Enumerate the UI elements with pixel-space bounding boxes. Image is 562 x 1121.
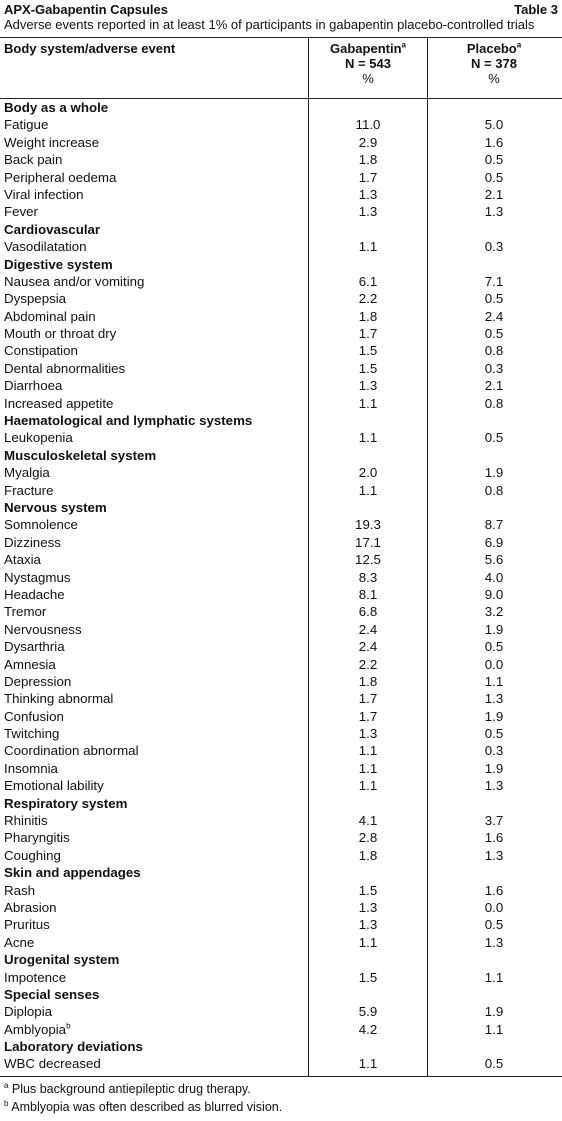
event-name-text: Viral infection [4,186,84,202]
event-name-text: Urogenital system [4,952,120,968]
table-row [0,603,562,620]
gabapentin-n: N = 543 [345,56,391,71]
event-name-text: Ataxia [4,552,41,568]
footnote-b [4,1100,282,1114]
event-name-text: Cardiovascular [4,221,101,237]
gabapentin-label: Gabapentin [330,41,402,56]
gabapentin-value: 1.5 [358,360,378,376]
gabapentin-value: 4.1 [358,813,378,829]
category-label [4,986,99,1003]
column-header-placebo [428,41,560,86]
category-row [0,795,562,812]
event-name [4,273,144,290]
event-name-text: Special senses [4,986,100,1002]
event-name-text: Dental abnormalities [4,360,126,376]
table-row [0,308,562,325]
event-name-text: Haematological and lymphatic systems [4,413,253,429]
footnote-marker: a [401,40,406,50]
gabapentin-value: 1.7 [358,708,378,724]
placebo-value: 3.7 [484,813,504,829]
placebo-value: 2.4 [484,308,504,324]
placebo-value: 0.0 [484,656,504,672]
table-row [0,638,562,655]
event-name [4,151,62,168]
event-name [4,829,70,846]
event-name [4,429,73,446]
table-row [0,1003,562,1020]
gabapentin-value: 1.3 [358,917,378,933]
footnote-text: Amblyopia was often described as blurred vision. [8,1100,283,1114]
gabapentin-value: 11.0 [355,117,381,133]
table-row [0,516,562,533]
placebo-value: 0.5 [484,430,504,446]
table-row [0,586,562,603]
table-row [0,969,562,986]
event-name [4,360,125,377]
table-row [0,742,562,759]
placebo-value: 1.6 [484,134,504,150]
event-name [4,203,38,220]
event-name [4,395,113,412]
table-row [0,464,562,481]
table-row [0,882,562,899]
table-row [0,534,562,551]
event-name [4,342,78,359]
event-name [4,1021,71,1038]
event-name [4,186,84,203]
gabapentin-value: 1.7 [358,691,378,707]
event-name-text: Coughing [4,847,61,863]
gabapentin-value: 1.1 [358,395,378,411]
placebo-value: 0.5 [484,726,504,742]
event-name [4,638,65,655]
event-name-text: Constipation [4,343,78,359]
table-row [0,186,562,203]
table-row [0,151,562,168]
event-name [4,534,61,551]
category-label [4,864,141,881]
category-row [0,221,562,238]
category-row [0,1038,562,1055]
event-name-text: WBC decreased [4,1056,101,1072]
category-row [0,951,562,968]
event-name-text: Rash [4,882,36,898]
placebo-value: 0.8 [484,343,504,359]
gabapentin-value: 5.9 [358,1004,378,1020]
event-name-text: Nystagmus [4,569,71,585]
gabapentin-value: 19.3 [355,517,381,533]
category-row [0,256,562,273]
gabapentin-value: 2.2 [358,656,378,672]
table-row [0,116,562,133]
event-name-text: Abrasion [4,899,57,915]
gabapentin-value: 1.5 [358,343,378,359]
table-row [0,169,562,186]
table-row [0,290,562,307]
gabapentin-value: 1.3 [358,726,378,742]
event-name-text: Increased appetite [4,395,114,411]
gabapentin-value: 1.1 [358,743,378,759]
event-name [4,551,41,568]
event-name [4,569,71,586]
category-label [4,795,127,812]
table-bottom-rule [0,1076,562,1077]
gabapentin-value: 6.1 [358,273,378,289]
event-name-text: Somnolence [4,517,78,533]
event-name [4,916,50,933]
table-row [0,273,562,290]
event-name [4,847,61,864]
event-name [4,969,66,986]
event-name-text: Digestive system [4,256,113,272]
table-row [0,482,562,499]
footnote-marker: b [66,1021,71,1031]
event-name [4,325,116,342]
placebo-n: N = 378 [471,56,517,71]
event-name-text: Myalgia [4,465,50,481]
gabapentin-value: 1.3 [358,899,378,915]
table-row [0,134,562,151]
table-row [0,621,562,638]
placebo-label: Placebo [466,41,517,56]
event-name-text: Nervousness [4,621,82,637]
event-name [4,134,99,151]
placebo-value: 1.9 [484,760,504,776]
event-name-text: Dizziness [4,534,61,550]
gabapentin-value: 1.1 [358,430,378,446]
placebo-value: 0.3 [484,360,504,376]
footnote-marker: b [4,1098,9,1108]
placebo-value: 0.3 [484,743,504,759]
gabapentin-value: 2.9 [358,134,378,150]
event-name [4,586,65,603]
event-name-text: Diarrhoea [4,378,63,394]
event-name-text: Diplopia [4,1004,53,1020]
event-name-text: Twitching [4,726,60,742]
placebo-value: 1.3 [484,691,504,707]
event-name [4,516,78,533]
table-label: Table 3 [514,2,558,17]
placebo-value: 0.8 [484,395,504,411]
event-name-text: Mouth or throat dry [4,326,117,342]
table-row [0,395,562,412]
placebo-value: 2.1 [484,186,504,202]
gabapentin-value: 2.0 [358,465,378,481]
table-row [0,1055,562,1072]
placebo-value: 1.6 [484,882,504,898]
placebo-value: 0.5 [484,917,504,933]
gabapentin-value: 12.5 [355,552,381,568]
event-name [4,290,66,307]
event-name [4,308,96,325]
event-name-text: Weight increase [4,134,100,150]
placebo-value: 6.9 [484,534,504,550]
event-name-text: Impotence [4,969,67,985]
table-row [0,899,562,916]
category-label [4,499,107,516]
table-row [0,725,562,742]
placebo-value: 1.9 [484,465,504,481]
event-name-text: Fracture [4,482,54,498]
event-name-text: Headache [4,586,65,602]
category-label [4,951,119,968]
category-row [0,986,562,1003]
gabapentin-value: 1.3 [358,186,378,202]
gabapentin-value: 1.7 [358,326,378,342]
gabapentin-value: 2.2 [358,291,378,307]
placebo-value: 0.5 [484,291,504,307]
placebo-value: 1.3 [484,934,504,950]
table-row [0,777,562,794]
event-name-text: Vasodilatation [4,239,87,255]
placebo-value: 0.0 [484,899,504,915]
table-row [0,916,562,933]
category-row [0,99,562,116]
category-row [0,412,562,429]
gabapentin-value: 6.8 [358,604,378,620]
table-row [0,708,562,725]
gabapentin-value: 1.1 [358,934,378,950]
gabapentin-value: 17.1 [355,534,381,550]
event-name-text: Insomnia [4,760,58,776]
placebo-value: 0.5 [484,326,504,342]
event-name-text: Abdominal pain [4,308,96,324]
event-name [4,742,139,759]
event-name-text: Back pain [4,152,63,168]
placebo-value: 1.1 [484,1021,504,1037]
placebo-value: 0.5 [484,152,504,168]
gabapentin-value: 1.8 [358,847,378,863]
event-name [4,673,71,690]
placebo-unit: % [488,71,500,86]
event-name [4,656,56,673]
placebo-value: 3.2 [484,604,504,620]
gabapentin-value: 1.1 [358,482,378,498]
footnote-marker: a [4,1080,9,1090]
placebo-value: 0.3 [484,239,504,255]
event-name-text: Laboratory deviations [4,1039,143,1055]
placebo-value: 0.5 [484,639,504,655]
event-name [4,1003,52,1020]
event-name-text: Pruritus [4,917,50,933]
footnote-a [4,1082,251,1096]
placebo-value: 4.0 [484,569,504,585]
table-row [0,829,562,846]
table-row [0,569,562,586]
placebo-value: 1.1 [484,673,504,689]
event-name [4,464,50,481]
event-name [4,934,34,951]
event-name [4,621,82,638]
event-name-text: Peripheral oedema [4,169,117,185]
gabapentin-value: 1.5 [358,969,378,985]
gabapentin-value: 4.2 [358,1021,378,1037]
category-label [4,256,113,273]
category-label [4,221,100,238]
table-caption: Adverse events reported in at least 1% of participants in gabapentin placebo-controlled trials [4,17,535,32]
event-name-text: Body as a whole [4,100,109,115]
category-label [4,412,252,429]
category-label [4,1038,143,1055]
event-name-text: Dyspepsia [4,291,67,307]
gabapentin-value: 1.8 [358,152,378,168]
event-name [4,169,116,186]
event-name-text: Depression [4,673,72,689]
gabapentin-value: 1.3 [358,378,378,394]
placebo-value: 1.9 [484,708,504,724]
category-label [4,99,108,116]
placebo-value: 0.5 [484,169,504,185]
placebo-value: 1.3 [484,847,504,863]
category-row [0,499,562,516]
event-name-text: Fever [4,204,38,220]
gabapentin-value: 2.8 [358,830,378,846]
table-row [0,1021,562,1038]
placebo-value: 0.8 [484,482,504,498]
placebo-value: 2.1 [484,378,504,394]
table-row [0,673,562,690]
category-row [0,447,562,464]
event-name [4,708,64,725]
placebo-value: 0.5 [484,1056,504,1072]
title-row [4,2,558,18]
table-row [0,377,562,394]
event-name [4,603,46,620]
table-row [0,760,562,777]
column-header-gabapentin [309,41,427,86]
gabapentin-value: 1.5 [358,882,378,898]
table-row [0,847,562,864]
table-row [0,238,562,255]
gabapentin-value: 2.4 [358,639,378,655]
placebo-value: 5.6 [484,552,504,568]
event-name-text: Emotional lability [4,778,104,794]
event-name [4,238,87,255]
table-row [0,690,562,707]
placebo-value: 7.1 [484,273,504,289]
gabapentin-value: 8.1 [358,586,378,602]
event-name-text: Amblyopia [4,1021,67,1037]
gabapentin-value: 1.1 [358,239,378,255]
category-row [0,864,562,881]
placebo-value: 9.0 [484,586,504,602]
gabapentin-value: 1.8 [358,673,378,689]
event-name-text: Amnesia [4,656,56,672]
event-name-text: Fatigue [4,117,49,133]
event-name-text: Acne [4,934,35,950]
footnote-text: Plus background antiepileptic drug therapy. [8,1082,251,1096]
adverse-events-table [0,37,562,1073]
event-name-text: Tremor [4,604,47,620]
event-name [4,377,62,394]
placebo-value: 1.6 [484,830,504,846]
placebo-value: 8.7 [484,517,504,533]
placebo-value: 1.9 [484,621,504,637]
event-name-text: Dysarthria [4,639,65,655]
event-name [4,482,54,499]
placebo-value: 1.3 [484,204,504,220]
event-name-text: Coordination abnormal [4,743,139,759]
table-row [0,342,562,359]
event-name [4,777,104,794]
table-row [0,656,562,673]
event-name [4,812,48,829]
table-row [0,325,562,342]
gabapentin-value: 1.3 [358,204,378,220]
event-name-text: Pharyngitis [4,830,70,846]
table-row [0,203,562,220]
event-name [4,899,56,916]
event-name-text: Skin and appendages [4,865,141,881]
gabapentin-value: 1.1 [358,778,378,794]
event-name-text: Leukopenia [4,430,73,446]
event-name-text: Confusion [4,708,64,724]
gabapentin-unit: % [362,71,374,86]
event-name [4,760,58,777]
footnote-marker: a [516,40,522,50]
table-row [0,934,562,951]
event-name-text: Nausea and/or vomiting [4,273,145,289]
event-name [4,116,48,133]
placebo-value: 1.3 [484,778,504,794]
column-header-body-system: Body system/adverse event [4,41,176,56]
table-row [0,429,562,446]
placebo-value: 5.0 [484,117,504,133]
gabapentin-value: 1.1 [358,1056,378,1072]
event-name-text: Rhinitis [4,813,48,829]
category-label [4,447,156,464]
placebo-value: 1.1 [484,969,504,985]
gabapentin-value: 8.3 [358,569,378,585]
event-name [4,690,113,707]
event-name-text: Thinking abnormal [4,691,114,707]
gabapentin-value: 1.8 [358,308,378,324]
document-title: APX-Gabapentin Capsules [4,2,168,17]
event-name [4,882,35,899]
gabapentin-value: 1.1 [358,760,378,776]
event-name-text: Musculoskeletal system [4,447,157,463]
placebo-value: 1.9 [484,1004,504,1020]
event-name [4,725,59,742]
table-row [0,812,562,829]
table-header [0,37,562,99]
table-body [0,99,562,1073]
event-name-text: Respiratory system [4,795,128,811]
table-row [0,551,562,568]
gabapentin-value: 2.4 [358,621,378,637]
event-name [4,1055,101,1072]
gabapentin-value: 1.7 [358,169,378,185]
table-row [0,360,562,377]
event-name-text: Nervous system [4,499,107,515]
